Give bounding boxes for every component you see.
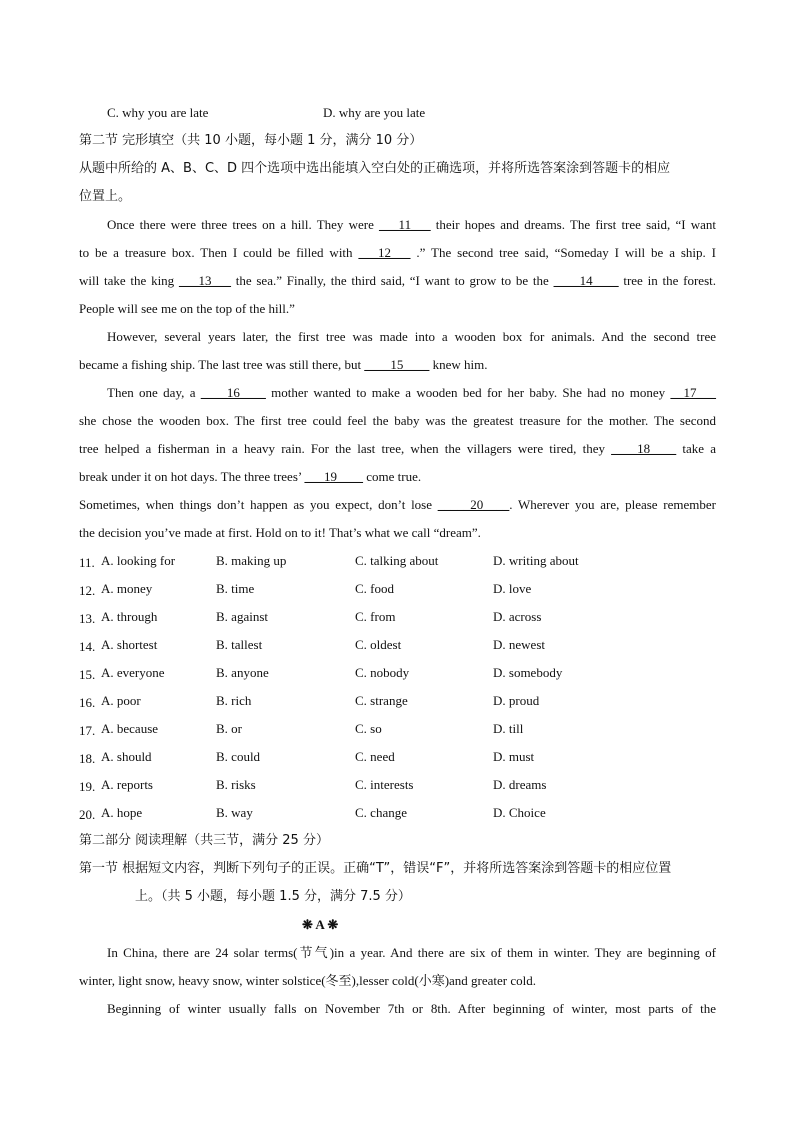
question-number: 18. [79,751,96,766]
blank-15: ____15____ [364,357,430,372]
text: the sea.” Finally, the third said, “I want to grow to be the [230,273,554,288]
passage-p3-line2: she chose the wooden box. The first tree could feel the baby was the greatest treasure for the mother. The second [79,413,716,428]
option-c: C. nobody [355,665,410,680]
passage-p1-line1 [107,216,716,234]
option-a: A. poor [101,693,141,708]
option-d: D. writing about [493,553,579,568]
text: .” The second tree said, “Someday I will be a ship. I [410,245,717,260]
blank-11: ___11___ [379,217,431,232]
question-number: 19. [79,779,96,794]
question-number: 16. [79,695,96,710]
option-b: B. making up [216,553,287,568]
option-c: C. so [355,721,382,736]
option-d: D. must [493,749,535,764]
option-b: B. risks [216,777,256,792]
passage-p4-line2: the decision you’ve made at first. Hold on to it! That’s what we call “dream”. [79,525,481,540]
option-b: B. way [216,805,253,820]
option-b: B. against [216,609,268,624]
blank-17: __17___ [670,385,716,400]
passage-p1-line3 [79,272,716,290]
text: became a fishing ship. The last tree was still there, but [79,357,365,372]
question-number: 20. [79,807,96,822]
prev-option-c: C. why you are late [107,105,209,120]
blank-19: ___19____ [304,469,363,484]
question-number: 11. [79,555,95,570]
blank-14: ____14____ [553,273,619,288]
option-d: D. newest [493,637,545,652]
option-a: A. everyone [101,665,165,680]
text: break under it on hot days. The three trees’ [79,469,305,484]
blank-16: ____16____ [200,385,266,400]
option-b: B. tallest [216,637,263,652]
blank-12: ___12___ [358,245,411,260]
option-a: A. reports [101,777,153,792]
option-b: B. anyone [216,665,269,680]
option-d: D. till [493,721,524,736]
text: will take the king [79,273,179,288]
option-c: C. interests [355,777,414,792]
option-b: B. time [216,581,255,596]
option-c: C. talking about [355,553,439,568]
text: tree in the forest. [618,273,716,288]
option-a: A. through [101,609,158,624]
option-c: C. need [355,749,395,764]
text: tree helped a fisherman in a heavy rain. For the last tree, when the villagers were tired, they [79,441,612,456]
passage-p3-line3 [79,440,716,458]
passage-a-line2: winter, light snow, heavy snow, winter solstice(冬至),lesser cold(小寒)and greater cold. [79,973,537,988]
question-number: 13. [79,611,96,626]
text: Once there were three trees on a hill. They were [107,217,380,232]
passage-a-line3: Beginning of winter usually falls on November 7th or 8th. After beginning of winter, most parts of the [107,1001,716,1016]
option-a: A. looking for [101,553,176,568]
passage-p1-line4: People will see me on the top of the hill.” [79,301,295,316]
passage-p1-line2 [79,244,716,262]
option-b: B. rich [216,693,252,708]
option-a: A. hope [101,805,143,820]
text: knew him. [429,357,488,372]
text: mother wanted to make a wooden bed for her baby. She had no money [265,385,671,400]
section-a-title: ❋ A ❋ [302,917,339,932]
section2-heading: 第二节 完形填空（共 10 小题，每小题 1 分，满分 10 分） [79,133,423,148]
passage-p3-line1 [107,384,716,402]
option-a: A. should [101,749,152,764]
option-c: C. change [355,805,407,820]
option-d: D. dreams [493,777,547,792]
option-d: D. proud [493,693,540,708]
option-a: A. shortest [101,637,158,652]
part2-heading: 第二部分 阅读理解（共三节，满分 25 分） [79,833,329,848]
part2-section1-line1: 第一节 根据短文内容，判断下列句子的正误。正确“T”，错误“F”，并将所选答案涂到答题卡的相应位置 [79,861,672,876]
option-d: D. across [493,609,542,624]
passage-p2-line1: However, several years later, the first tree was made into a wooden box for animals. And the second tree [107,329,716,344]
passage-p4-line1 [79,496,716,514]
blank-20: _____20____ [437,497,510,512]
option-a: A. money [101,581,153,596]
text: Then one day, a [107,385,201,400]
option-b: B. or [216,721,242,736]
prev-option-d: D. why are you late [323,105,426,120]
text: their hopes and dreams. The first tree said, “I want [430,217,717,232]
text: . Wherever you are, please remember [509,497,716,512]
option-c: C. from [355,609,396,624]
option-d: D. love [493,581,532,596]
section2-instructions-line2: 位置上。 [79,189,132,204]
blank-18: ____18____ [611,441,677,456]
option-c: C. strange [355,693,408,708]
text: Sometimes, when things don’t happen as you expect, don’t lose [79,497,438,512]
blank-13: ___13___ [178,273,231,288]
question-number: 12. [79,583,96,598]
option-d: D. somebody [493,665,563,680]
part2-section1-line2: 上。（共 5 小题，每小题 1.5 分，满分 7.5 分） [135,889,411,904]
option-b: B. could [216,749,261,764]
passage-p2-line2 [79,356,487,374]
passage-a-line1: In China, there are 24 solar terms(节气)in a year. And there are six of them in winter. They are beginning of [107,945,716,960]
option-c: C. food [355,581,394,596]
passage-p3-line4 [79,468,421,486]
question-number: 17. [79,723,96,738]
option-c: C. oldest [355,637,402,652]
section2-instructions-line1: 从题中所给的 A、B、C、D 四个选项中选出能填入空白处的正确选项，并将所选答案涂到答题卡的相应 [79,161,671,176]
option-d: D. Choice [493,805,546,820]
question-number: 15. [79,667,96,682]
question-number: 14. [79,639,96,654]
text: to be a treasure box. Then I could be filled with [79,245,359,260]
text: take a [676,441,716,456]
text: come true. [363,469,422,484]
option-a: A. because [101,721,159,736]
